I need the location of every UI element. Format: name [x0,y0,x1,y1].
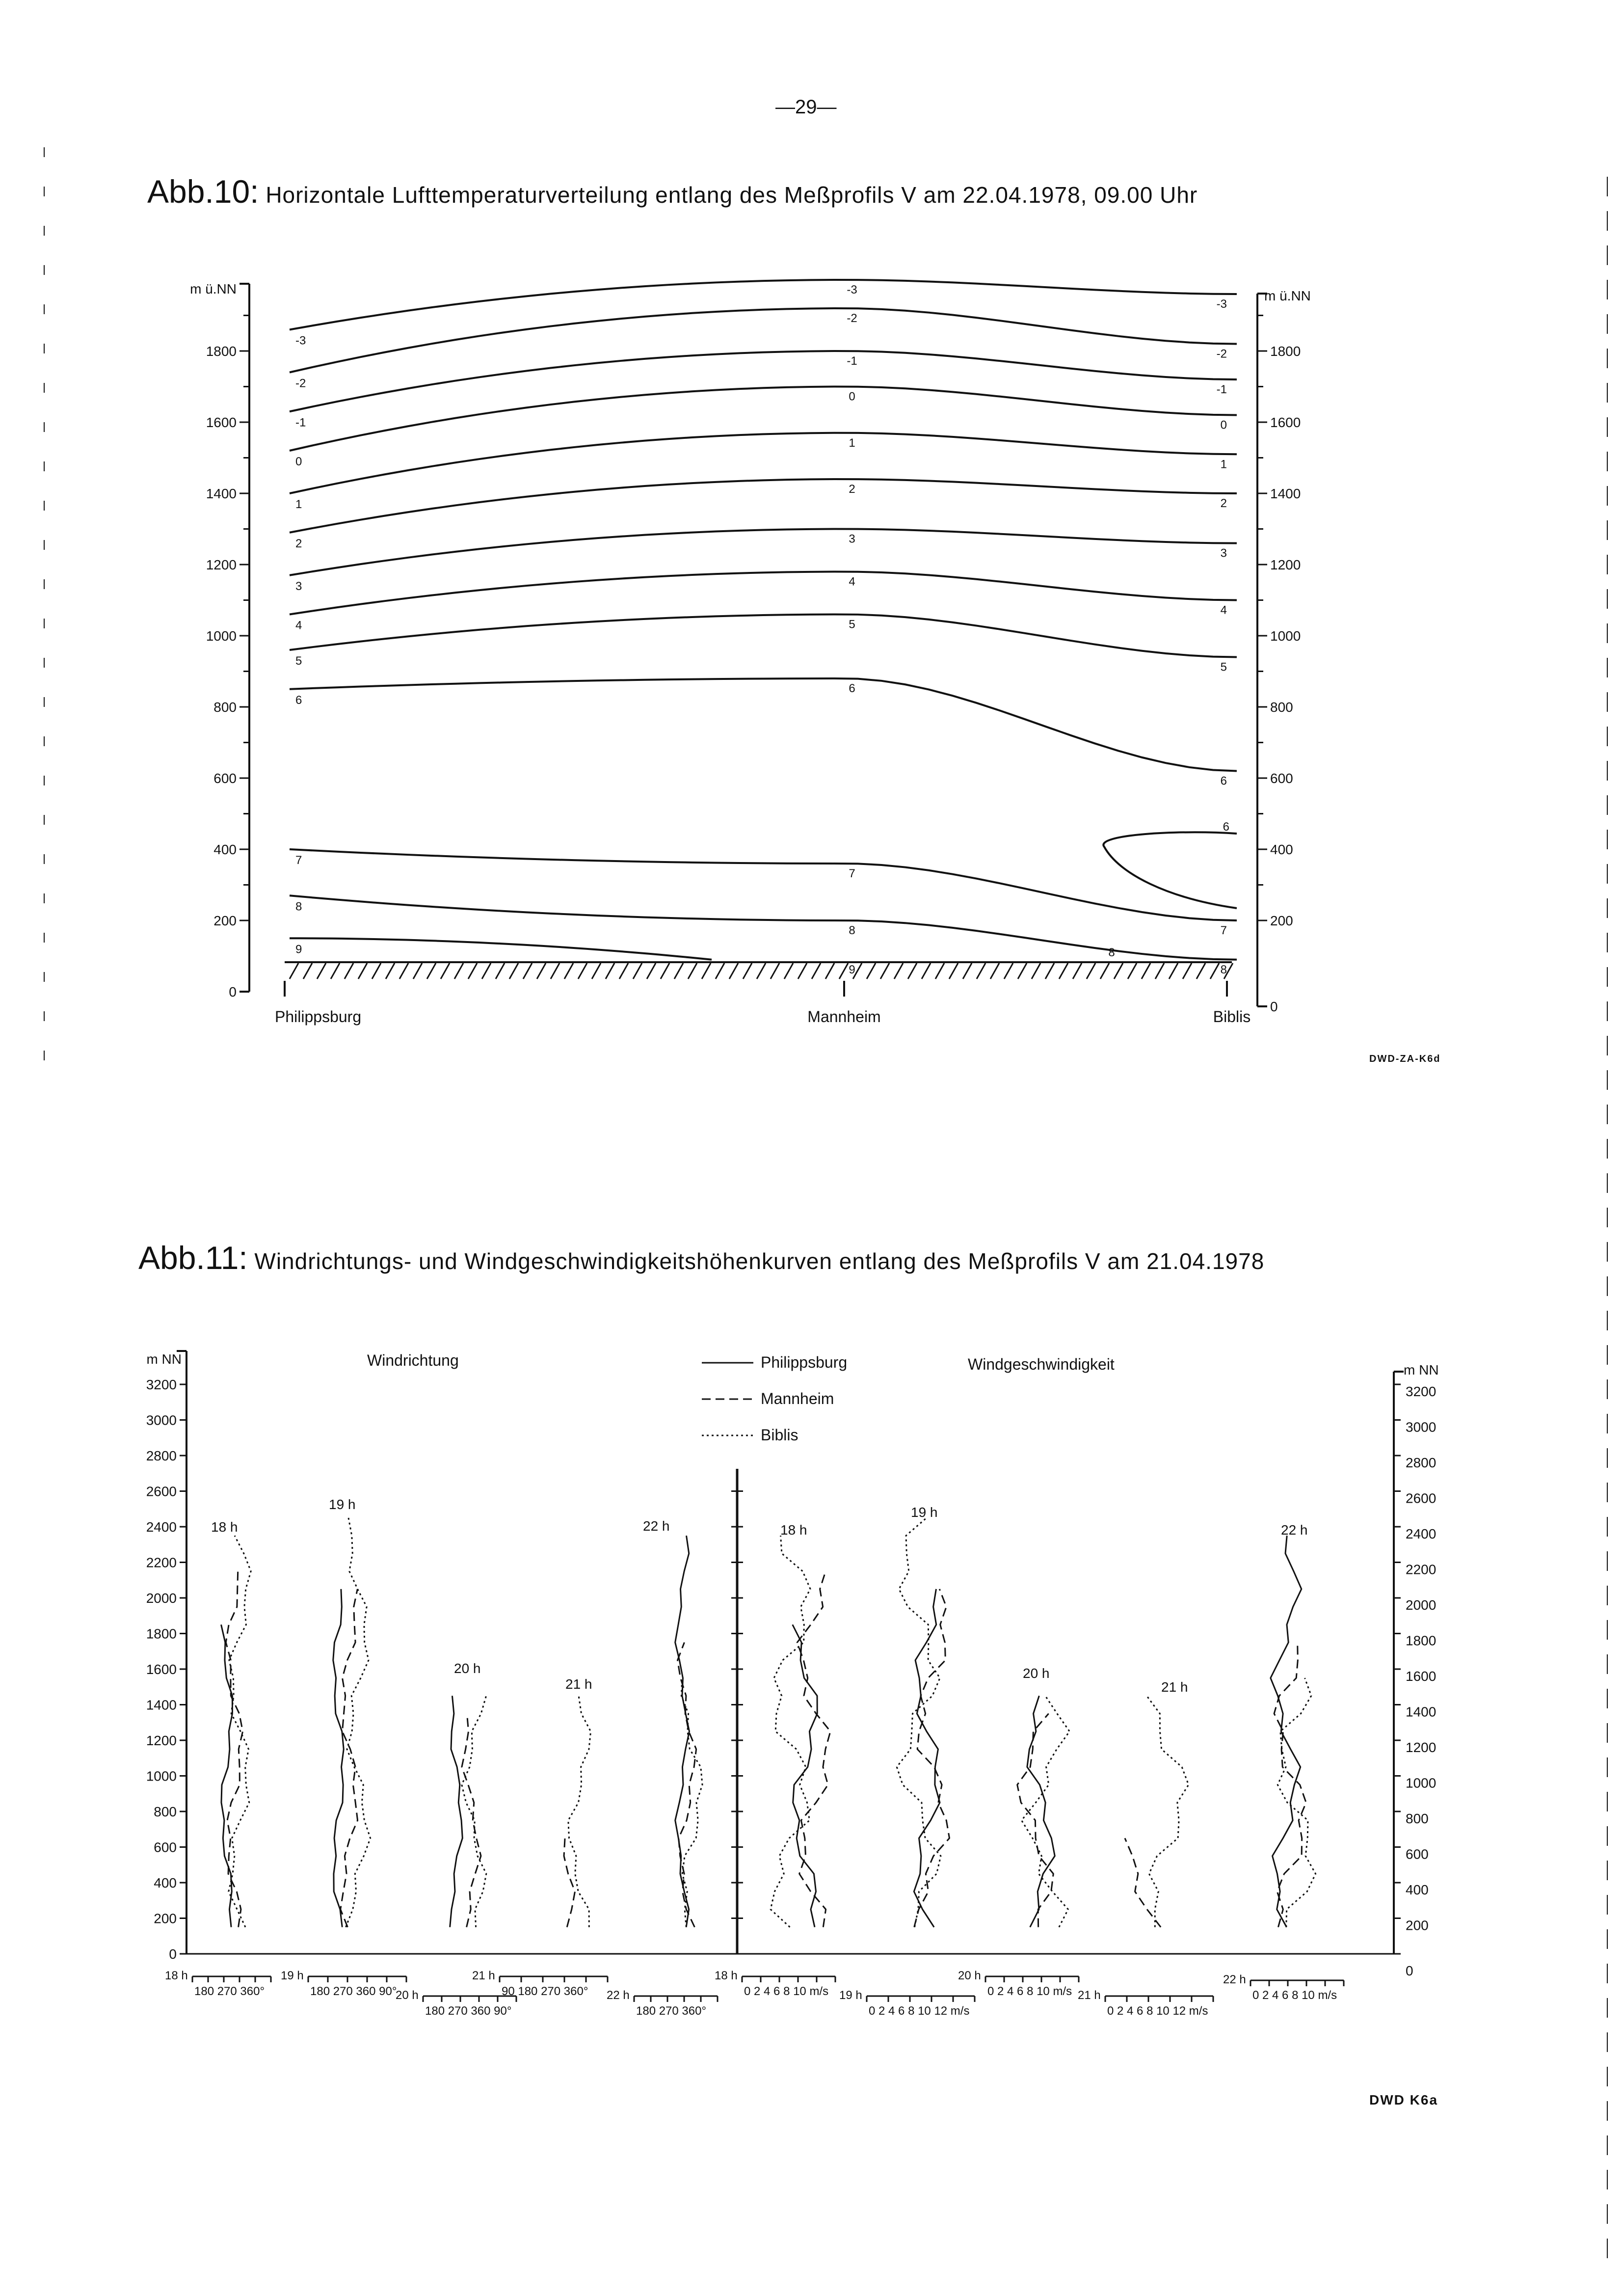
fig10-isotherm [290,308,1237,372]
fig10-right-tick-label: 0 [1270,999,1278,1014]
fig10-ground-hatch [345,963,353,979]
fig10-isotherm [290,938,712,960]
fig11-legend-label: Mannheim [761,1390,834,1407]
fig10-isotherm-label-mid: 3 [849,532,855,546]
fig10-isotherm-label-left: 5 [295,654,302,668]
fig10-isotherm-label-left: -2 [295,377,306,390]
fig10-ground-hatch [509,963,518,979]
fig10-isotherm-label-right: 8 [1220,963,1227,976]
fig10-ground-hatch [867,963,876,979]
fig10-ground-hatch [977,963,985,979]
fig10-ground-hatch [784,963,793,979]
fig11-panel-title-speed: Windgeschwindigkeit [968,1355,1115,1373]
fig11-left-tick-label: 2000 [146,1591,177,1606]
fig11-right-tick-label: 200 [1406,1918,1429,1933]
fig10-isotherm [290,387,1237,451]
fig10-ground-hatch [372,963,381,979]
fig11-direction-profile [333,1589,344,1927]
fig10-isotherm-label-left: 2 [295,537,302,550]
fig11-speed-scale-hour: 20 h [958,1969,981,1982]
fig11-left-tick-label: 1000 [146,1768,177,1784]
fig11-speed-scale-hour: 19 h [839,1989,862,2002]
fig10-ground-hatch [386,963,395,979]
fig11-speed-scale-label: 0 2 4 6 8 10 12 m/s [1107,2004,1208,2018]
fig10-ground-hatch [331,963,340,979]
fig10-isotherm-lens [1103,832,1237,908]
fig10-isotherm-label-mid: 1 [849,436,855,450]
fig10-ground-hatch [1073,963,1082,979]
fig11-speed-hour-label: 22 h [1281,1522,1308,1538]
fig10-isotherm-label-mid: 5 [849,618,855,631]
fig11-speed-profile [1125,1838,1161,1927]
fig10-ground-hatch [1087,963,1095,979]
fig10-ground-hatch [757,963,766,979]
fig10-isotherm [290,572,1237,615]
fig10-ground-hatch [633,963,642,979]
fig10-isotherm-label-mid: 7 [849,867,855,880]
fig10-isotherm-label-left: 3 [295,579,302,593]
fig11-direction-scale-hour: 20 h [396,1989,419,2002]
fig10-ground-hatch [1100,963,1109,979]
fig10-isotherm-label-right: 2 [1220,497,1227,510]
fig11-left-tick-label: 1400 [146,1697,177,1713]
fig10-ground-hatch [908,963,917,979]
fig10-ground-hatch [716,963,724,979]
fig11-direction-scale-label: 180 270 360° [194,1985,265,1998]
page-number: —29— [775,96,837,118]
fig11-direction-hour-label: 20 h [454,1661,481,1676]
fig10-isotherm [290,895,1237,960]
fig11-left-tick-label: 1800 [146,1626,177,1642]
fig11-speed-profile [793,1624,817,1927]
fig10-station-name: Biblis [1213,1008,1251,1026]
fig10-ground-hatch [825,963,834,979]
fig11-speed-scale-hour: 22 h [1223,1973,1246,1986]
fig10-isotherm [290,433,1237,493]
fig10-ground-hatch [482,963,491,979]
fig10-right-tick-label: 200 [1270,913,1293,928]
fig10-isotherm [290,351,1237,411]
fig11-direction-scale-hour: 21 h [472,1969,495,1982]
fig10-ground-hatch [496,963,505,979]
fig10-isotherm-label-left: 0 [295,455,302,468]
fig10-ground-hatch [880,963,889,979]
fig10-ground-hatch [592,963,601,979]
fig10-ground-hatch [290,963,298,979]
fig10-ground-hatch [1183,963,1192,979]
fig11-left-tick-label: 1200 [146,1733,177,1748]
fig11-right-tick-label: 1400 [1406,1704,1437,1720]
fig11-left-tick-label: 2200 [146,1555,177,1570]
fig10-isotherm-label-mid: -3 [847,283,857,297]
fig10-ground-hatch [303,963,312,979]
fig10-ground-hatch [619,963,628,979]
fig11-right-tick-label: 1200 [1406,1740,1437,1755]
fig11-speed-hour-label: 18 h [780,1522,807,1538]
fig10-right-tick-label: 1400 [1270,486,1301,501]
fig11-direction-profile [568,1696,591,1927]
fig10-left-tick-label: 0 [229,984,237,999]
fig10-ground-hatch [1032,963,1040,979]
fig10-isotherm-label-left: -1 [295,416,306,430]
fig10-ground-hatch [688,963,697,979]
fig10-ground-hatch [990,963,999,979]
fig10-ground-hatch [427,963,436,979]
fig10-ground-hatch [564,963,573,979]
figure-11-code: DWD K6a [1369,2092,1438,2107]
fig11-left-tick-label: 0 [169,1946,177,1962]
fig11-left-tick-label: 3200 [146,1377,177,1392]
fig11-right-tick-label: 2000 [1406,1597,1437,1613]
fig10-isotherm [290,615,1237,657]
fig11-left-axis-unit: m NN [146,1351,182,1367]
fig10-left-tick-label: 800 [213,700,237,715]
figure-10-title: Horizontale Lufttemperaturverteilung entlang des Meßprofils V am 22.04.1978, 09.00 Uhr [266,182,1198,208]
fig10-isotherm-label-right: -3 [1216,297,1227,311]
figure-10-label: Abb.10: [147,173,259,210]
fig10-right-tick-label: 1200 [1270,557,1301,572]
fig11-speed-scale-label: 0 2 4 6 8 10 m/s [1252,1989,1337,2002]
fig10-ground-hatch [1018,963,1027,979]
fig10-isotherm-label-mid: 9 [849,963,855,976]
fig11-legend-label: Philippsburg [761,1353,848,1371]
fig10-left-tick-label: 1800 [206,344,237,359]
fig10-isotherm [290,280,1237,329]
fig11-speed-hour-label: 19 h [911,1505,938,1520]
fig10-isotherm-label-mid: -2 [847,312,857,325]
fig10-right-tick-label: 1800 [1270,344,1301,359]
fig10-lens-label: 6 [1223,820,1229,834]
fig10-isotherm-label-right: 1 [1220,458,1227,471]
fig11-speed-scale-label: 0 2 4 6 8 10 m/s [744,1985,829,1998]
figure-11-title: Windrichtungs- und Windgeschwindigkeitshöhenkurven entlang des Meßprofils V am 21.04.1978 [254,1248,1265,1274]
fig10-ground-hatch [812,963,821,979]
fig10-ground-hatch [441,963,450,979]
fig11-left-tick-label: 2600 [146,1484,177,1499]
fig10-isotherm-label-left: 4 [295,619,302,632]
fig11-panel-title-direction: Windrichtung [367,1351,459,1369]
fig11-left-tick-label: 600 [154,1839,177,1855]
fig10-left-tick-label: 400 [213,842,237,857]
fig10-ground-hatch [317,963,326,979]
fig11-direction-profile [229,1536,251,1927]
fig10-station-name: Philippsburg [275,1008,362,1026]
fig11-right-tick-label: 400 [1406,1882,1429,1897]
fig11-right-tick-label: 1600 [1406,1669,1437,1684]
fig11-direction-profile [462,1714,481,1927]
fig10-ground-hatch [1128,963,1137,979]
fig10-ground-hatch [399,963,408,979]
fig11-left-tick-label: 3000 [146,1412,177,1428]
fig10-ground-hatch [949,963,958,979]
fig11-right-axis-unit: m NN [1404,1362,1439,1378]
fig10-ground-hatch [1045,963,1054,979]
fig11-direction-profile [678,1643,696,1927]
fig11-direction-hour-label: 21 h [565,1676,592,1692]
fig10-isotherm-label-mid: 2 [849,483,855,496]
fig11-direction-hour-label: 22 h [643,1518,670,1534]
fig10-ground-hatch [1059,963,1068,979]
fig10-isotherm-label-right: 3 [1220,546,1227,560]
fig11-speed-profile [1271,1536,1302,1927]
fig10-isotherm-label-right: 4 [1220,603,1227,617]
fig11-speed-profile [897,1518,941,1927]
fig10-ground-hatch [661,963,669,979]
fig11-right-tick-label: 3000 [1406,1419,1437,1435]
fig10-ground-hatch [647,963,656,979]
fig10-isotherm-label-right: -1 [1216,383,1227,396]
fig11-right-tick-label: 3200 [1406,1384,1437,1399]
fig10-right-axis-unit: m ü.NN [1264,288,1311,303]
fig11-speed-scale-label: 0 2 4 6 8 10 m/s [987,1985,1072,1998]
fig10-ground-hatch [1197,963,1205,979]
fig10-ground-hatch [468,963,477,979]
fig10-ground-hatch [839,963,848,979]
fig10-ground-hatch [1210,963,1219,979]
fig10-isotherm-label-right: 7 [1220,924,1227,937]
fig11-left-tick-label: 200 [154,1911,177,1926]
fig11-direction-profile [462,1696,486,1927]
fig11-left-tick-label: 800 [154,1804,177,1819]
fig11-speed-hour-label: 20 h [1023,1666,1050,1681]
fig11-direction-scale-label: 180 270 360° [636,2004,707,2018]
fig10-isotherm-label-mid: 8 [849,924,855,937]
figure-10-code: DWD-ZA-K6d [1369,1053,1441,1064]
fig10-isotherm-label-mid: 4 [849,575,855,589]
fig11-speed-profile [771,1536,810,1927]
fig11-direction-profile [564,1838,575,1927]
fig10-isotherm-label-mid: 6 [849,682,855,695]
fig11-left-tick-label: 2800 [146,1448,177,1463]
fig11-direction-scale-label: 90 180 270 360° [502,1985,588,1998]
fig11-right-tick-label: 600 [1406,1846,1429,1862]
fig11-direction-scale-hour: 18 h [165,1969,188,1982]
fig11-right-tick-label: 2800 [1406,1455,1437,1470]
fig10-isotherm-label-left: 9 [295,943,302,956]
fig10-isotherm-label-left: 7 [295,854,302,867]
fig10-isotherm-label-mid: 0 [849,390,855,404]
fig10-ground-hatch [1142,963,1150,979]
fig10-ground-hatch [578,963,587,979]
fig10-ground-hatch [743,963,752,979]
fig11-speed-scale-hour: 18 h [715,1969,738,1982]
fig11-speed-profile [1017,1714,1054,1927]
fig10-lens-label: 8 [1108,946,1115,959]
fig10-isotherm [290,678,1237,771]
fig10-isotherm-label-left: 1 [295,498,302,511]
fig10-left-axis-unit: m ü.NN [190,281,237,297]
fig10-right-tick-label: 400 [1270,842,1293,857]
fig10-ground-hatch [537,963,546,979]
fig11-right-tick-label: 1000 [1406,1775,1437,1791]
fig10-ground-hatch [1004,963,1013,979]
fig10-isotherm [290,529,1237,575]
fig10-station-name: Mannheim [807,1008,881,1026]
fig11-speed-hour-label: 21 h [1161,1679,1188,1695]
fig11-right-tick-label: 2400 [1406,1526,1437,1541]
fig10-left-tick-label: 1600 [206,415,237,430]
fig11-direction-scale-hour: 19 h [281,1969,304,1982]
fig11-direction-profile [450,1696,463,1927]
fig10-isotherm-label-right: 6 [1220,774,1227,788]
fig11-direction-profile [226,1571,242,1927]
fig10-ground-hatch [922,963,931,979]
fig10-isotherm-label-left: 8 [295,900,302,914]
fig10-right-tick-label: 1000 [1270,628,1301,644]
fig10-isotherm-label-right: 5 [1220,660,1227,674]
fig10-right-tick-label: 1600 [1270,415,1301,430]
fig10-ground-hatch [606,963,614,979]
fig10-left-tick-label: 200 [213,913,237,928]
fig10-left-tick-label: 600 [213,771,237,786]
fig11-left-tick-label: 1600 [146,1662,177,1677]
fig11-speed-scale-hour: 21 h [1078,1989,1101,2002]
fig10-right-tick-label: 600 [1270,771,1293,786]
fig10-ground-hatch [702,963,711,979]
fig10-ground-hatch [454,963,463,979]
fig10-ground-hatch [1155,963,1164,979]
fig10-ground-hatch [413,963,422,979]
fig10-ground-hatch [523,963,532,979]
fig10-ground-hatch [935,963,944,979]
fig10-ground-hatch [1114,963,1123,979]
fig11-direction-hour-label: 18 h [211,1519,238,1535]
fig11-direction-hour-label: 19 h [329,1497,356,1512]
figure-11-label: Abb.11: [138,1240,248,1276]
fig11-legend-label: Biblis [761,1426,798,1444]
fig10-ground-hatch [894,963,903,979]
fig10-left-tick-label: 1400 [206,486,237,501]
fig10-ground-hatch [1169,963,1178,979]
fig10-isotherm-label-left: 6 [295,693,302,707]
fig10-ground-hatch [798,963,807,979]
fig11-right-tick-label: 0 [1406,1963,1413,1978]
fig11-direction-profile [346,1518,371,1927]
fig10-left-tick-label: 1000 [206,628,237,644]
fig10-isotherm-label-left: -3 [295,334,306,348]
fig11-speed-profile [914,1589,940,1927]
fig10-ground-hatch [729,963,738,979]
fig10-isotherm-label-mid: -1 [847,354,857,368]
fig11-left-tick-label: 2400 [146,1519,177,1535]
fig11-right-tick-label: 2600 [1406,1490,1437,1506]
fig11-right-tick-label: 2200 [1406,1562,1437,1577]
fig10-ground-hatch [358,963,367,979]
fig10-ground-hatch [551,963,559,979]
fig11-direction-scale-label: 180 270 360 90° [425,2004,512,2018]
fig11-speed-profile [1146,1696,1188,1927]
fig11-speed-scale-label: 0 2 4 6 8 10 12 m/s [869,2004,970,2018]
fig10-isotherm-label-right: -2 [1216,347,1227,361]
fig10-ground-hatch [963,963,972,979]
fig10-right-tick-label: 800 [1270,700,1293,715]
fig11-right-tick-label: 800 [1406,1811,1429,1826]
fig11-left-tick-label: 400 [154,1875,177,1891]
fig10-left-tick-label: 1200 [206,557,237,572]
fig11-speed-profile [1027,1696,1055,1927]
fig10-isotherm [290,479,1237,533]
fig10-ground-hatch [771,963,779,979]
fig11-direction-scale-label: 180 270 360 90° [310,1985,397,1998]
fig10-ground-hatch [674,963,683,979]
fig10-isotherm-label-right: 0 [1220,418,1227,432]
fig10-isotherm [290,849,1237,920]
fig11-right-tick-label: 1800 [1406,1633,1437,1648]
fig11-direction-scale-hour: 22 h [607,1989,630,2002]
